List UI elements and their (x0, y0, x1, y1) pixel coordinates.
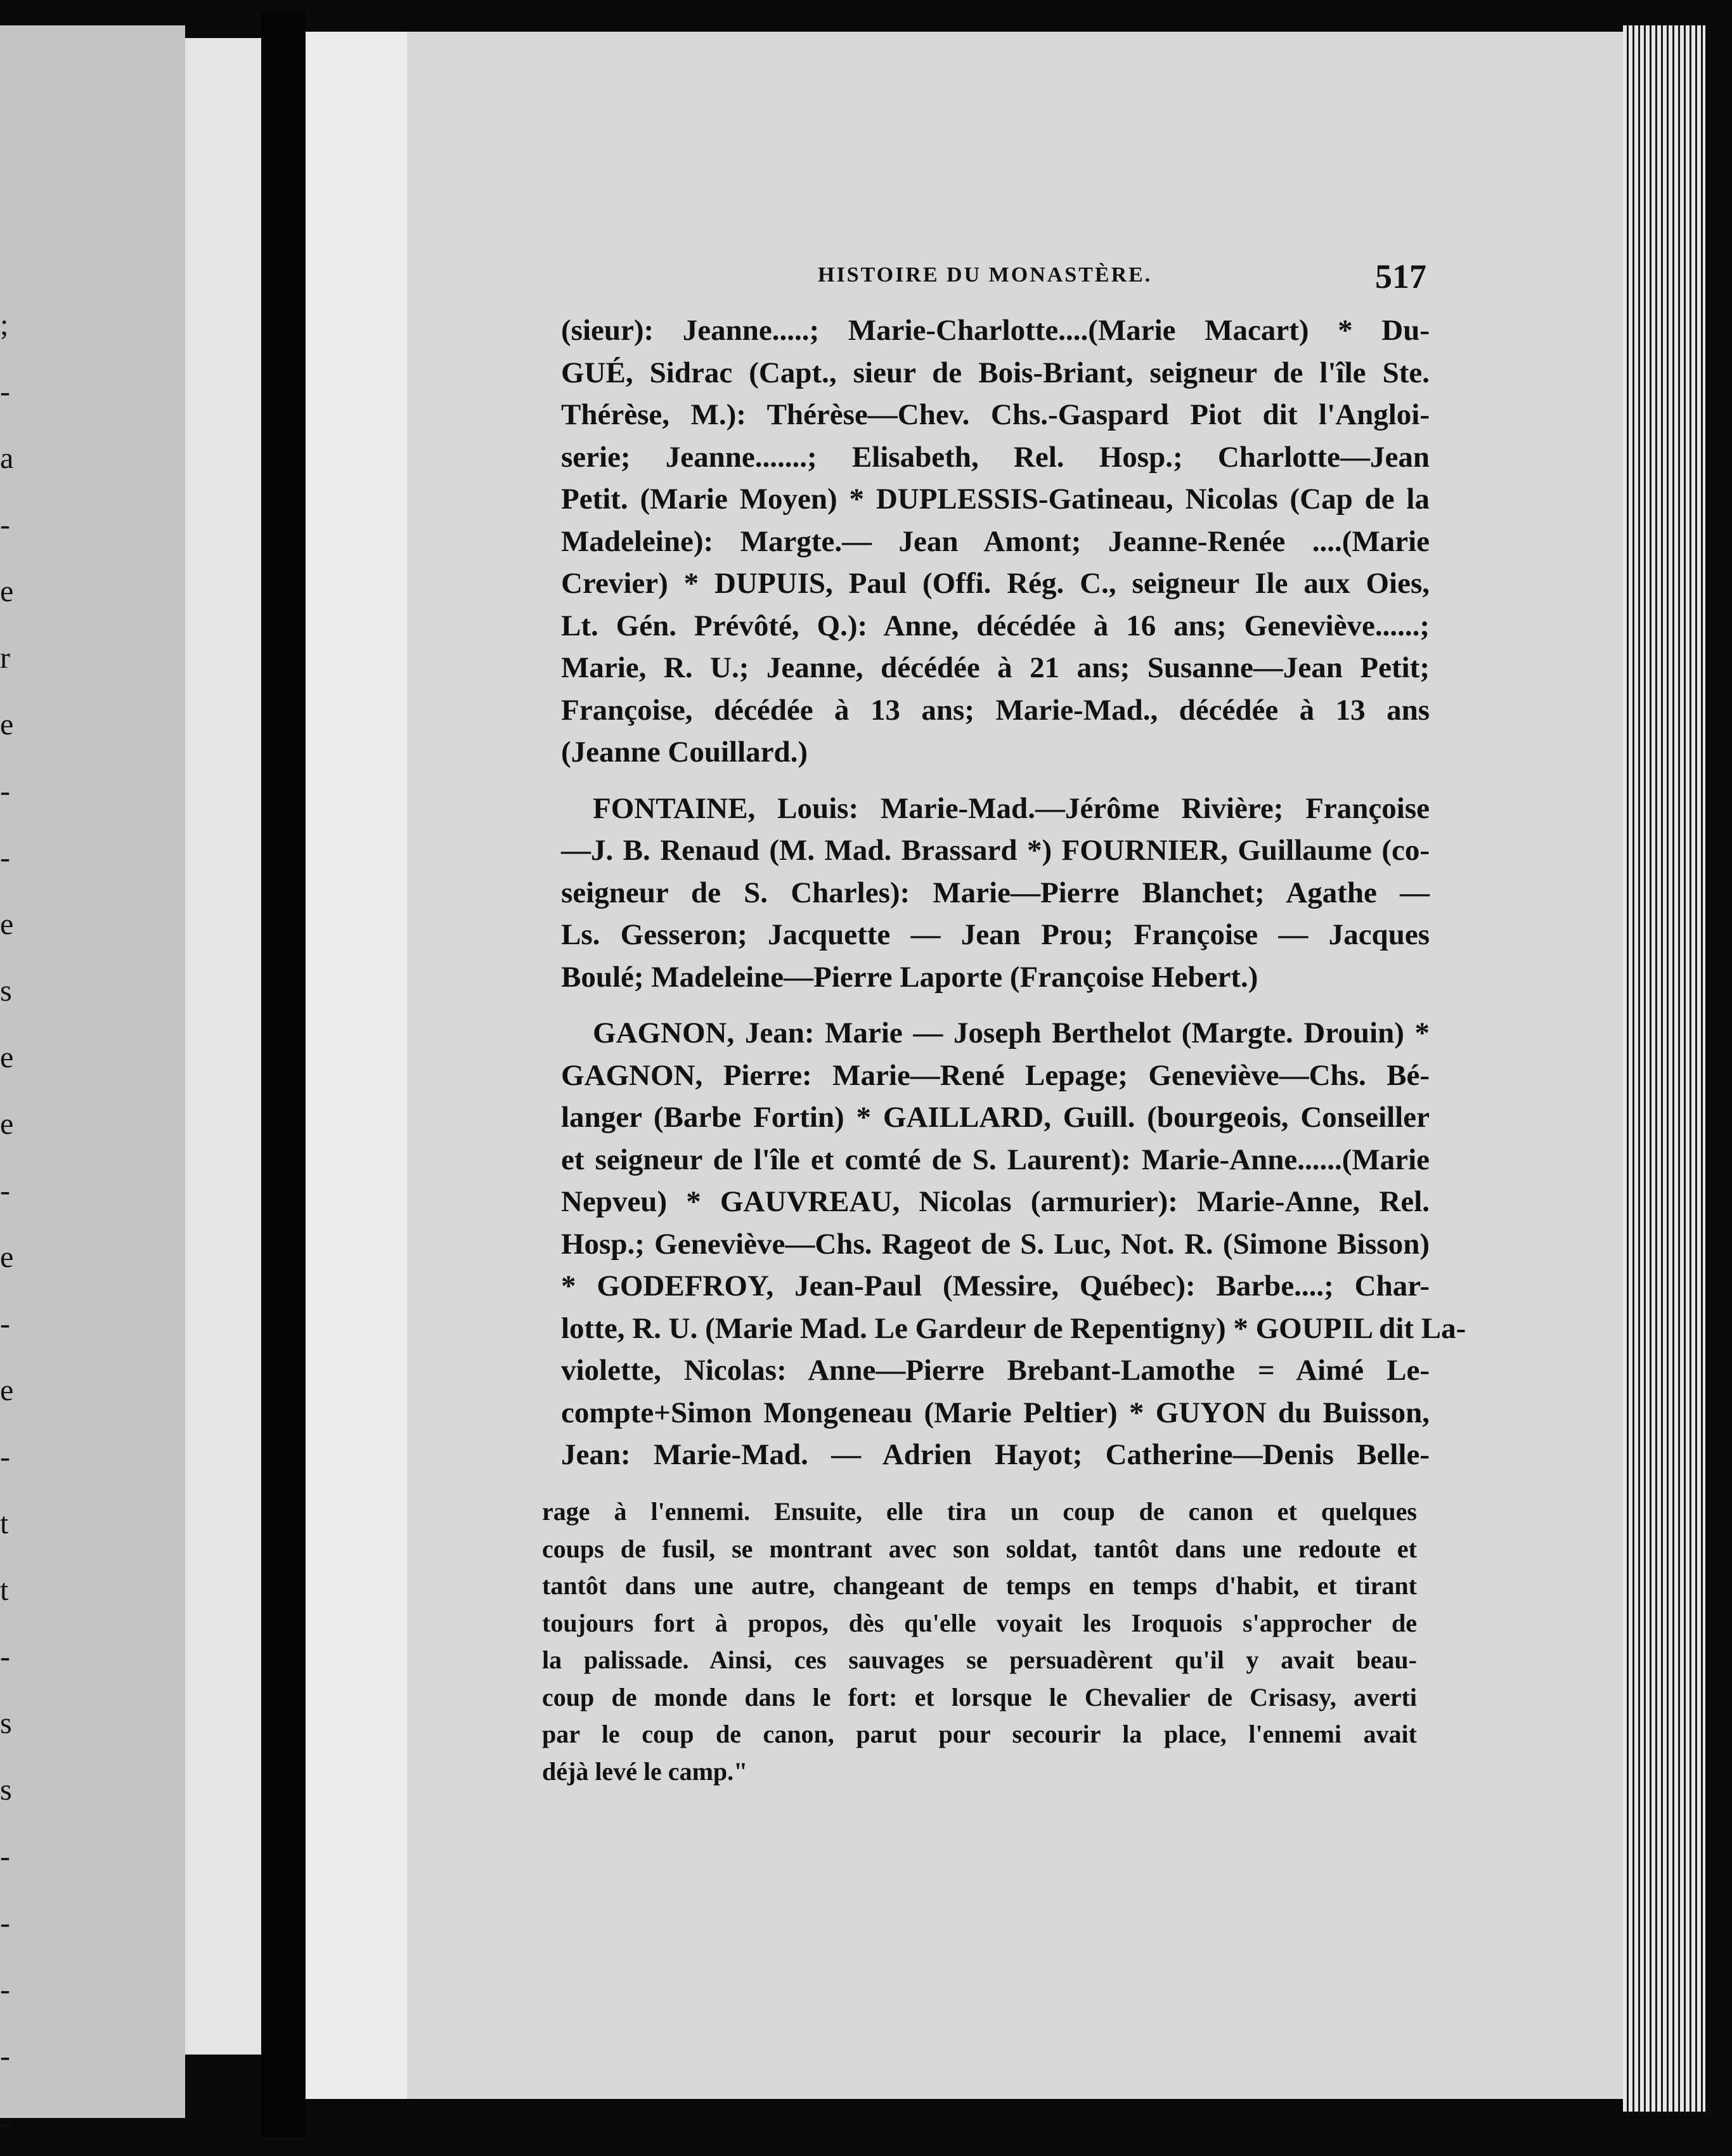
entry-line: Hosp.; Geneviève—Chs. Rageot de S. Luc, Not. R. (Simone Bisson) (561, 1227, 1430, 1261)
left-margin-char: e (0, 708, 14, 741)
left-margin-char: - (0, 1840, 10, 1873)
left-page (0, 25, 185, 2118)
footnote-line: coups de fusil, se montrant avec son soldat, tantôt dans une redoute et (542, 1534, 1417, 1563)
left-margin-char: - (0, 1174, 10, 1207)
entry-line: et seigneur de l'île et comté de S. Laurent): Marie-Anne......(Marie (561, 1143, 1430, 1176)
page-stack-edge (1623, 25, 1705, 2112)
left-margin-char: e (0, 575, 14, 608)
entry-line: Ls. Gesseron; Jacquette — Jean Prou; Françoise — Jacques (561, 918, 1430, 951)
running-head: HISTOIRE DU MONASTÈRE. (818, 263, 1153, 287)
page-number: 517 (1375, 257, 1426, 295)
left-page-edge (185, 38, 261, 2055)
left-margin-char: - (0, 2106, 10, 2140)
left-margin-char: - (0, 375, 10, 408)
left-margin-char: e (0, 1240, 14, 1274)
narrative-footnote (542, 1493, 1417, 1790)
footnote-line: déjà levé le camp." (542, 1757, 748, 1786)
entry-line: (Jeanne Couillard.) (561, 736, 808, 769)
footnote-line: tantôt dans une autre, changeant de temps en temps d'habit, et tirant (542, 1571, 1417, 1600)
footnote-line: rage à l'ennemi. Ensuite, elle tira un coup de canon et quelques (542, 1497, 1417, 1526)
footnote-line: par le coup de canon, parut pour secourir la place, l'ennemi avait (542, 1720, 1417, 1748)
entry-line: Crevier) * DUPUIS, Paul (Offi. Rég. C., seigneur Ile aux Oies, (561, 567, 1430, 600)
entry-line: Françoise, décédée à 13 ans; Marie-Mad., décédée à 13 ans (561, 693, 1430, 727)
left-margin-char: - (0, 508, 10, 542)
entry-line: lotte, R. U. (Marie Mad. Le Gardeur de Repentigny) * GOUPIL dit La- (561, 1311, 1466, 1345)
entry-line: GAGNON, Jean: Marie — Joseph Berthelot (Margte. Drouin) * (593, 1016, 1430, 1049)
page-inner-margin (306, 32, 407, 2099)
left-margin-char: - (0, 1440, 10, 1474)
entry-line: Nepveu) * GAUVREAU, Nicolas (armurier): Marie-Anne, Rel. (561, 1185, 1430, 1218)
entry-line: compte+Simon Mongeneau (Marie Peltier) * GUYON du Buisson, (561, 1396, 1430, 1429)
genealogy-entries (561, 309, 1466, 1476)
entry-line: FONTAINE, Louis: Marie-Mad.—Jérôme Rivière; Françoise (593, 791, 1430, 825)
entry-line: langer (Barbe Fortin) * GAILLARD, Guill. (bourgeois, Conseiller (561, 1101, 1430, 1134)
page-header (818, 257, 1439, 301)
left-margin-char: t (0, 1507, 9, 1540)
left-margin-char: r (0, 641, 10, 675)
left-margin-char: s (0, 1773, 12, 1807)
left-margin-char: e (0, 1041, 14, 1074)
left-margin-char: - (0, 2039, 10, 2073)
left-page-margin-text (0, 292, 19, 2156)
left-margin-char: - (0, 1973, 10, 2006)
entry-line: Madeleine): Margte.— Jean Amont; Jeanne-Renée ....(Marie (561, 524, 1430, 558)
entry-line: —J. B. Renaud (M. Mad. Brassard *) FOURNIER, Guillaume (co- (561, 834, 1430, 867)
left-margin-char: - (0, 1906, 10, 1940)
footnote-line: la palissade. Ainsi, ces sauvages se persuadèrent qu'il y avait beau- (542, 1646, 1417, 1674)
entry-line: Thérèse, M.): Thérèse—Chev. Chs.-Gaspard Piot dit l'Angloi- (561, 398, 1430, 431)
entry-line: Petit. (Marie Moyen) * DUPLESSIS-Gatineau, Nicolas (Cap de la (561, 483, 1430, 516)
entry-line: Boulé; Madeleine—Pierre Laporte (Françoise Hebert.) (561, 960, 1258, 994)
left-margin-char: - (0, 1640, 10, 1673)
entry-line: Jean: Marie-Mad. — Adrien Hayot; Catherine—Denis Belle- (561, 1438, 1430, 1471)
left-margin-char: s (0, 1706, 12, 1740)
entry-line: seigneur de S. Charles): Marie—Pierre Blanchet; Agathe — (561, 876, 1430, 909)
left-margin-char: t (0, 1573, 9, 1607)
entry-line: violette, Nicolas: Anne—Pierre Brebant-Lamothe = Aimé Le- (561, 1354, 1430, 1387)
footnote-line: toujours fort à propos, dès qu'elle voyait les Iroquois s'approcher de (542, 1608, 1417, 1637)
left-margin-char: e (0, 1373, 14, 1407)
left-margin-char: - (0, 774, 10, 808)
entry-line: Lt. Gén. Prévôté, Q.): Anne, décédée à 16 ans; Geneviève......; (561, 609, 1430, 642)
entry-line: Marie, R. U.; Jeanne, décédée à 21 ans; Susanne—Jean Petit; (561, 651, 1430, 684)
entry-line: serie; Jeanne.......; Elisabeth, Rel. Hosp.; Charlotte—Jean (561, 440, 1430, 474)
footnote-line: coup de monde dans le fort: et lorsque le Chevalier de Crisasy, averti (542, 1682, 1417, 1711)
left-margin-char: e (0, 907, 14, 941)
entry-line: GUÉ, Sidrac (Capt., sieur de Bois-Briant, seigneur de l'île Ste. (561, 356, 1430, 389)
left-margin-char: e (0, 1107, 14, 1141)
entry-line: * GODEFROY, Jean-Paul (Messire, Québec): Barbe....; Char- (561, 1270, 1430, 1302)
book-gutter (261, 13, 306, 2137)
left-margin-char: - (0, 841, 10, 874)
entry-line: GAGNON, Pierre: Marie—René Lepage; Geneviève—Chs. Bé- (561, 1058, 1430, 1092)
entry-line: (sieur): Jeanne.....; Marie-Charlotte....(Marie Macart) * Du- (561, 314, 1430, 347)
left-margin-char: ; (0, 308, 9, 342)
left-margin-char: s (0, 974, 12, 1008)
left-margin-char: a (0, 441, 14, 475)
left-margin-char: - (0, 1307, 10, 1341)
